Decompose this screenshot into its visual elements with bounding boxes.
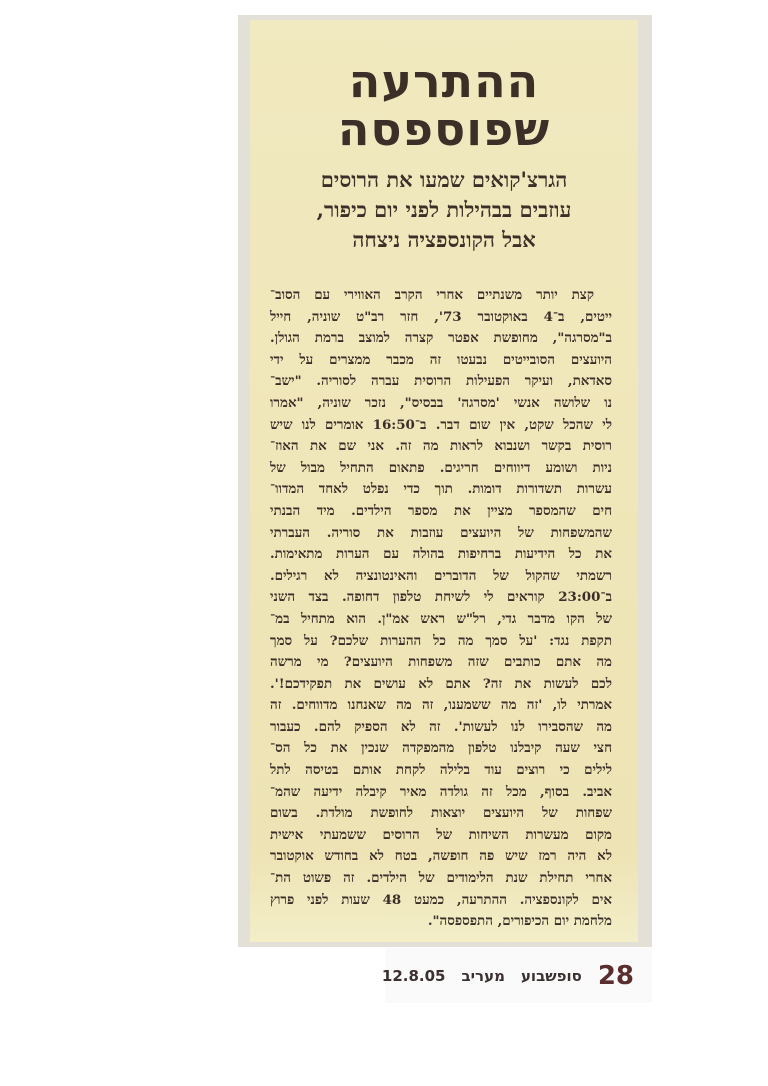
article-line: נו שלושה אנשי 'מסרגה' בבסיס", נזכר שוניה, "אמרו	[270, 394, 612, 411]
page-footer	[381, 948, 652, 1003]
article-line: לילים כי רוצים עוד בלילה לקחת אותם בטיסה לתל	[270, 762, 612, 779]
article-line: שהמשפחות של היועצים עוזבות את סוריה. העברתי	[270, 524, 612, 541]
headline-line-2: שפוספסה	[337, 102, 551, 156]
subheadline-line-1: הגרצ'קואים שמעו את הרוסים	[320, 167, 568, 192]
article-line: של הקו מדבר גדי, רל"ש ראש אמ"ן. הוא מתחיל במ־	[270, 610, 612, 627]
article-line: ניות ושומע דיווחים חריגים. פתאום התחיל מבול של	[270, 459, 612, 476]
subheadline-line-3: אבל הקונספציה ניצחה	[352, 227, 536, 252]
article-line: מלחמת יום הכיפורים, התפספסה".	[427, 913, 612, 930]
article-line: לכם לעשות את זה? אתם לא עושים את תפקידכם!'.	[270, 675, 612, 692]
subheadline-line-2: עוזבים בבהילות לפני יום כיפור,	[316, 197, 572, 222]
article-line: אים לקונספציה. ההתרעה, כמעט 48 שעות לפני פרוץ	[270, 891, 612, 908]
article-line: מקום מעשרות השיחות של הרוסים ששמעתי אישית	[270, 826, 612, 843]
article-line: מה אתם כותבים שזה משפחות היועצים? מי מרשה	[270, 654, 612, 671]
article-line: לי שהכל שקט, אין שום דבר. ב־16:50 אומרים לנו שיש	[270, 416, 612, 433]
article-line: לא היה רמז שיש פה חופשה, בטח לא בחודש אוקטובר	[270, 848, 612, 865]
article-body	[270, 285, 612, 933]
article-line: ייטים, ב־4 באוקטובר 73', חזר רב"ט שוניה, חייל	[270, 308, 612, 325]
issue-date: 12.8.05	[381, 966, 446, 985]
article-line: תקפת נגד: 'על סמך מה כל ההערות שלכם? על סמך	[270, 632, 612, 649]
article-line: אמרתי לו, 'זה מה ששמענו, זה מה שאנחנו מדווחים. זה	[270, 697, 612, 714]
article-line: רשמתי שהקול של הדוברים והאינטונציה לא רגילים.	[270, 567, 612, 584]
article-line: רוסית בקשר ושנבוא לראות מה זה. אני שם את האוז־	[270, 438, 612, 455]
newspaper-name: מעריב	[461, 966, 505, 985]
section-name: סופשבוע	[520, 966, 582, 985]
article-line: אביב. בסוף, מכל זה גולדה מאיר קיבלה ידיעה שהמ־	[270, 783, 612, 800]
article-line: חצי שעה קיבלנו טלפון מהמפקדה שנכין את כל הס־	[270, 740, 612, 757]
newspaper-clipping	[250, 20, 638, 942]
article-line: ב"מסרגה", מחופשת אפטר קצרה למוצב ברמת הגולן.	[270, 330, 612, 347]
page-number: 28	[597, 960, 634, 991]
article-line: שפחות של היועצים יוצאות לחופשת מולדת. בשום	[270, 805, 612, 822]
article-line: סאדאת, ועיקר הפעילות הרוסית עברה לסוריה. "ישב־	[270, 373, 612, 390]
headline-line-1: ההתרעה	[348, 54, 540, 108]
article-line: קצת יותר משנתיים אחרי הקרב האווירי עם הסוב־	[270, 287, 594, 303]
article-line: מה שהסבירו לנו לעשות'. זה לא הספיק להם. כעבור	[270, 718, 612, 735]
article-line: אחרי תחילת שנת הלימודים של הילדים. זה פשוט הת־	[270, 870, 612, 887]
article-line: ב־23:00 קוראים לי לשיחת טלפון דחופה. בצד השני	[270, 589, 612, 606]
article-line: היועצים הסובייטים נבעטו זה מכבר ממצרים על ידי	[270, 351, 612, 368]
article-line: עשרות תשדורות דומות. תוך כדי נפלט לאחד המדוו־	[270, 481, 612, 498]
article-line: חים שהמספר מציין את מספר הילדים. מיד הבנתי	[270, 502, 612, 519]
article-line: את כל הידיעות ברחיפות בהולה עם הערות מתאימות.	[270, 546, 612, 563]
